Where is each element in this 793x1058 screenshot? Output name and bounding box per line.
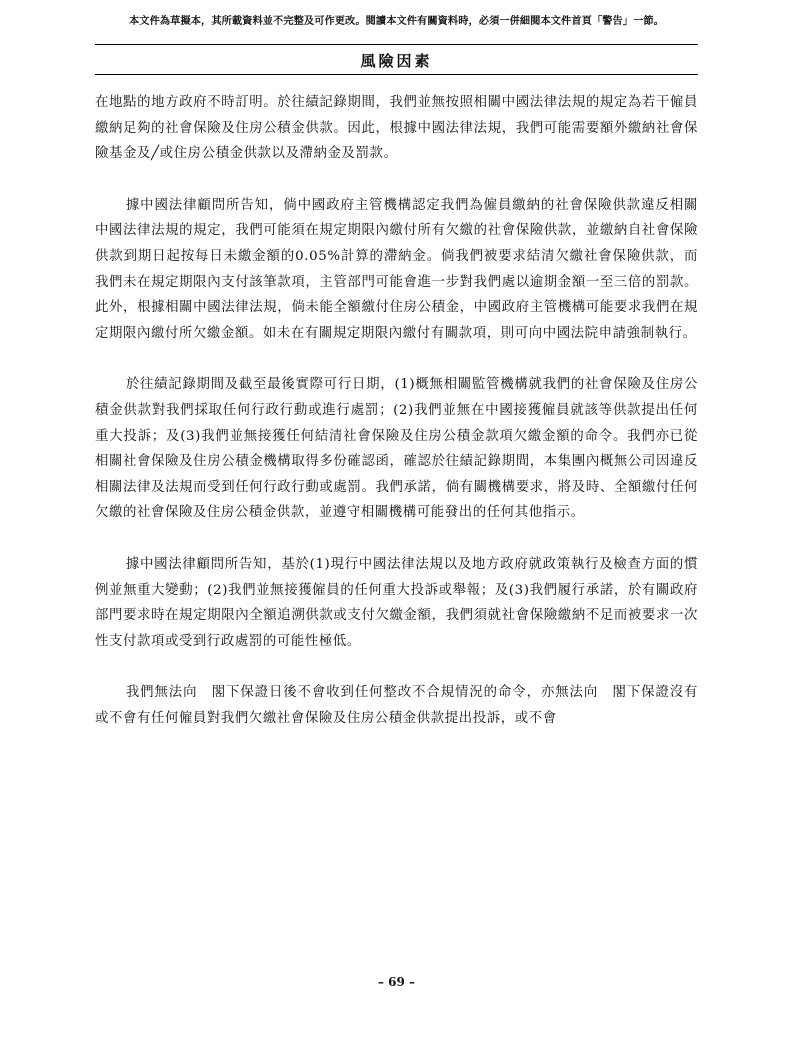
- body-text: [95, 90, 698, 757]
- draft-disclaimer-banner: 本文件為草擬本，其所載資料並不完整及可作更改。閱讀本文件有關資料時，必須一併細閱本文件首頁「警告」一節。: [129, 15, 664, 27]
- paragraph: 據中國法律顧問所告知，基於(1)現行中國法律法規以及地方政府就政策執行及檢查方面的慣例並無重大變動；(2)我們並無接獲僱員的任何重大投訴或舉報；及(3)我們履行承諾，於有關政府部門要求時在規定期限內全額追溯供款或支付欠繳金額，我們須就社會保險繳納不足而被要求一次性支付款項或受到行政處罰的可能性極低。: [95, 556, 698, 649]
- paragraph: 於往績記錄期間及截至最後實際可行日期，(1)概無相關監管機構就我們的社會保險及住房公積金供款對我們採取任何行政行動或進行處罰；(2)我們並無在中國接獲僱員就該等供款提出任何重大投訴；及(3)我們並無接獲任何結清社會保險及住房公積金款項欠繳金額的命令。我們亦已從相關社會保險及住房公積金機構取得多份確認函，確認於往績記錄期間，本集團內概無公司因違反相關法律及法規而受到任何行政行動或處罰。我們承諾，倘有關機構要求，將及時、全額繳付任何欠繳的社會保險及住房公積金供款，並遵守相關機構可能發出的任何其他指示。: [95, 377, 698, 521]
- page-number: – 69 –: [377, 975, 416, 989]
- header-rule-top: [95, 44, 698, 45]
- paragraph-continuation: 在地點的地方政府不時訂明。於往績記錄期間，我們並無按照相關中國法律法規的規定為若干僱員繳納足夠的社會保險及住房公積金供款。因此，根據中國法律法規，我們可能需要額外繳納社會保險基金及╱或住房公積金供款以及滯納金及罰款。: [95, 95, 698, 162]
- paragraph: 我們無法向 閣下保證日後不會收到任何整改不合規情況的命令，亦無法向 閣下保證沒有或不會有任何僱員對我們欠繳社會保險及住房公積金供款提出投訴，或不會: [95, 685, 698, 726]
- header-rule-bottom: [95, 74, 698, 75]
- paragraph: 據中國法律顧問所告知，倘中國政府主管機構認定我們為僱員繳納的社會保險供款違反相關中國法律法規的規定，我們可能須在規定期限內繳付所有欠繳的社會保險供款，並繳納自社會保險供款到期日起按每日未繳金額的0.05%計算的滯納金。倘我們被要求結清欠繳社會保險供款，而我們未在規定期限內支付該筆款項，主管部門可能會進一步對我們處以逾期金額一至三倍的罰款。此外，根據相關中國法律法規，倘未能全額繳付住房公積金，中國政府主管機構可能要求我們在規定期限內繳付所欠繳金額。如未在有關規定期限內繳付有關款項，則可向中國法院申請強制執行。: [95, 197, 698, 341]
- section-title: 風險因素: [360, 52, 433, 70]
